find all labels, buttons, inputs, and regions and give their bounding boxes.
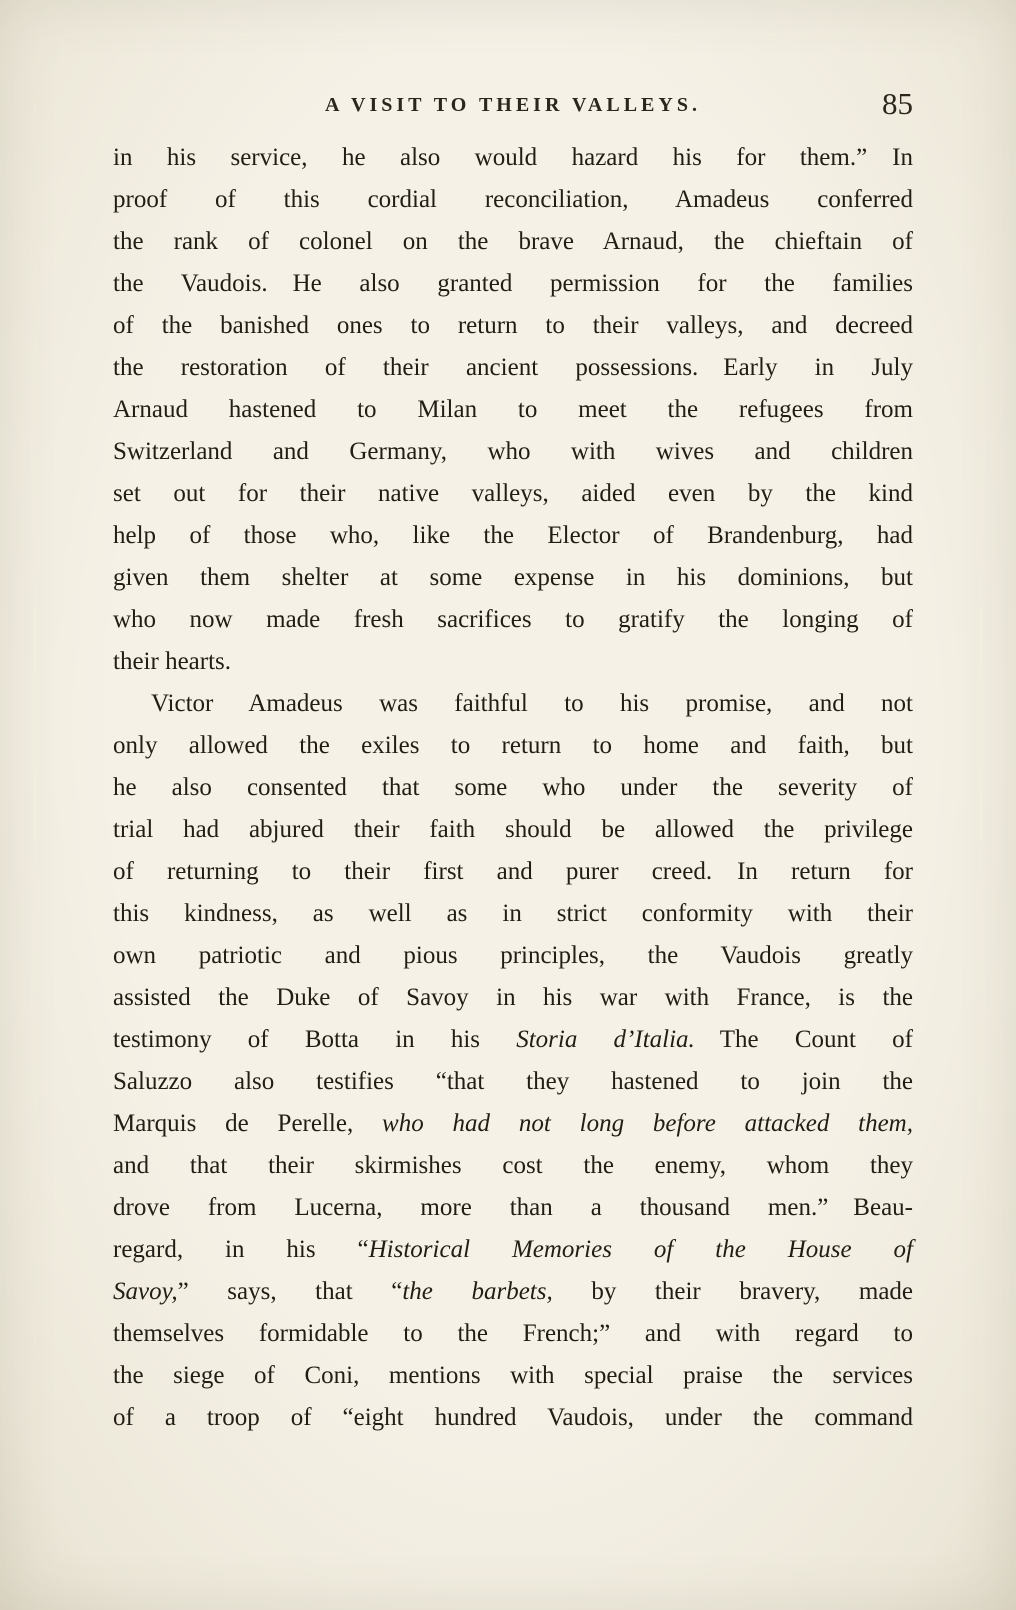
- text-line: [113, 1355, 913, 1397]
- running-header-title: A VISIT TO THEIR VALLEYS.: [325, 94, 701, 116]
- text-line: [113, 599, 913, 641]
- italic-text: the barbets,: [402, 1278, 553, 1305]
- text-line: [113, 1397, 913, 1439]
- body-text: who now made fresh sacrifices to gratify the longing of: [113, 606, 913, 633]
- text-line: [113, 641, 913, 683]
- body-text: the Vaudois. He also granted permission for the families: [113, 270, 913, 297]
- body-text: of returning to their first and purer creed. In return for: [113, 858, 913, 885]
- body-text: the restoration of their ancient possessions. Early in July: [113, 354, 913, 381]
- body-text: regard, in his “: [113, 1236, 369, 1263]
- page-number: 85: [882, 86, 913, 121]
- text-line: [113, 389, 913, 431]
- text-line: [113, 809, 913, 851]
- body-text: Marquis de Perelle,: [113, 1110, 383, 1137]
- text-line: [113, 977, 913, 1019]
- body-text: assisted the Duke of Savoy in his war with France, is the: [113, 984, 913, 1011]
- text-line: [113, 683, 913, 725]
- body-text: he also consented that some who under the severity of: [113, 774, 913, 801]
- body-text: testimony of Botta in his: [113, 1026, 517, 1053]
- body-text: Arnaud hastened to Milan to meet the refugees from: [113, 396, 913, 423]
- body-text: and that their skirmishes cost the enemy, whom they: [113, 1152, 913, 1179]
- body-text: by their bravery, made: [552, 1278, 914, 1305]
- body-text: the rank of colonel on the brave Arnaud, the chieftain of: [113, 228, 913, 255]
- body-text: the siege of Coni, mentions with special praise the services: [113, 1362, 913, 1389]
- text-line: [113, 935, 913, 977]
- body-text: only allowed the exiles to return to home and faith, but: [113, 732, 913, 759]
- text-line: [113, 893, 913, 935]
- body-text: help of those who, like the Elector of Brandenburg, had: [113, 522, 913, 549]
- body-text: given them shelter at some expense in his dominions, but: [113, 564, 913, 591]
- text-line: [113, 305, 913, 347]
- italic-text: who had not long before attacked them,: [382, 1110, 913, 1137]
- body-text: of a troop of “eight hundred Vaudois, under the command: [113, 1404, 913, 1431]
- body-text: in his service, he also would hazard his for them.” In: [113, 144, 913, 171]
- body-text: trial had abjured their faith should be allowed the privilege: [113, 816, 913, 843]
- text-line: [113, 1061, 913, 1103]
- italic-text: Savoy,: [113, 1278, 178, 1305]
- text-line: [113, 767, 913, 809]
- text-line: [113, 221, 913, 263]
- body-text: set out for their native valleys, aided even by the kind: [113, 480, 913, 507]
- page-header: [113, 86, 913, 126]
- italic-text: Historical Memories of the House of: [368, 1236, 913, 1263]
- text-line: [113, 179, 913, 221]
- text-line: [113, 1019, 913, 1061]
- text-line: [113, 557, 913, 599]
- text-line: [113, 1229, 913, 1271]
- body-text: The Count of: [694, 1026, 913, 1053]
- body-text: of the banished ones to return to their valleys, and decreed: [113, 312, 913, 339]
- body-text: ” says, that “: [177, 1278, 403, 1305]
- text-line: [113, 1271, 913, 1313]
- text-block: [113, 137, 913, 1439]
- body-text: proof of this cordial reconciliation, Amadeus conferred: [113, 186, 913, 213]
- text-line: [113, 347, 913, 389]
- text-line: [113, 515, 913, 557]
- text-line: [113, 473, 913, 515]
- text-line: [113, 1187, 913, 1229]
- text-line: [113, 851, 913, 893]
- text-line: [113, 137, 913, 179]
- text-line: [113, 263, 913, 305]
- text-line: [113, 725, 913, 767]
- text-line: [113, 1313, 913, 1355]
- text-line: [113, 1103, 913, 1145]
- italic-text: Storia d’Italia.: [516, 1026, 695, 1053]
- text-line: [113, 431, 913, 473]
- body-text: their hearts.: [113, 648, 232, 675]
- body-text: this kindness, as well as in strict conformity with their: [113, 900, 913, 927]
- body-text: own patriotic and pious principles, the Vaudois greatly: [113, 942, 913, 969]
- paragraph: [113, 137, 913, 683]
- body-text: Victor Amadeus was faithful to his promise, and not: [151, 690, 913, 717]
- body-text: drove from Lucerna, more than a thousand men.” Beau-: [113, 1194, 913, 1221]
- body-text: Switzerland and Germany, who with wives and children: [113, 438, 913, 465]
- body-text: Saluzzo also testifies “that they hastened to join the: [113, 1068, 913, 1095]
- body-text: themselves formidable to the French;” and with regard to: [113, 1320, 913, 1347]
- text-line: [113, 1145, 913, 1187]
- paragraph: [113, 683, 913, 1439]
